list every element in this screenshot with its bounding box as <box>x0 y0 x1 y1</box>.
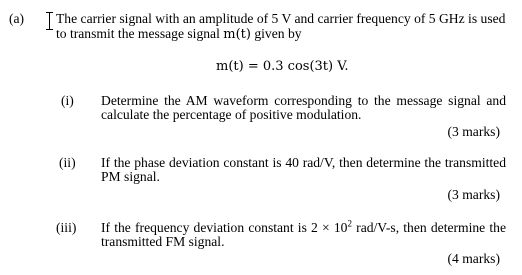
part-iii-text <box>101 218 506 249</box>
part-i-marks: (3 marks) <box>447 124 500 139</box>
text-cursor-icon <box>46 12 54 30</box>
intro-line-2-math: m(t) <box>223 27 251 42</box>
intro-line-1: The carrier signal with an amplitude of 5 V and carrier frequency of 5 GHz is used <box>56 11 506 26</box>
part-iii-superscript: 2 <box>347 218 352 229</box>
part-iii-label: (iii) <box>56 220 77 235</box>
part-iii-text-after: rad/V-s, then determine the transmitted FM signal. <box>101 220 506 249</box>
part-iii-text-before: If the frequency deviation constant is 2 × 10 <box>101 220 348 235</box>
part-ii-marks: (3 marks) <box>447 187 500 202</box>
intro-line-2-end: given by <box>250 26 302 41</box>
intro-line-2 <box>56 26 302 43</box>
part-ii-text: If the phase deviation constant is 40 rad/V, then determine the transmitted PM signal. <box>101 155 506 184</box>
part-iii-marks: (4 marks) <box>447 251 500 266</box>
intro-line-2-text: to transmit the message signal <box>56 26 224 41</box>
question-label: (a) <box>9 11 25 26</box>
part-i-text: Determine the AM waveform corresponding to the message signal and calculate the percentage of positive modulation. <box>101 93 506 122</box>
part-ii-label: (ii) <box>59 155 76 170</box>
part-i-label: (i) <box>61 93 74 108</box>
message-signal-equation: m(t) = 0.3 cos(3t) V. <box>216 59 349 74</box>
